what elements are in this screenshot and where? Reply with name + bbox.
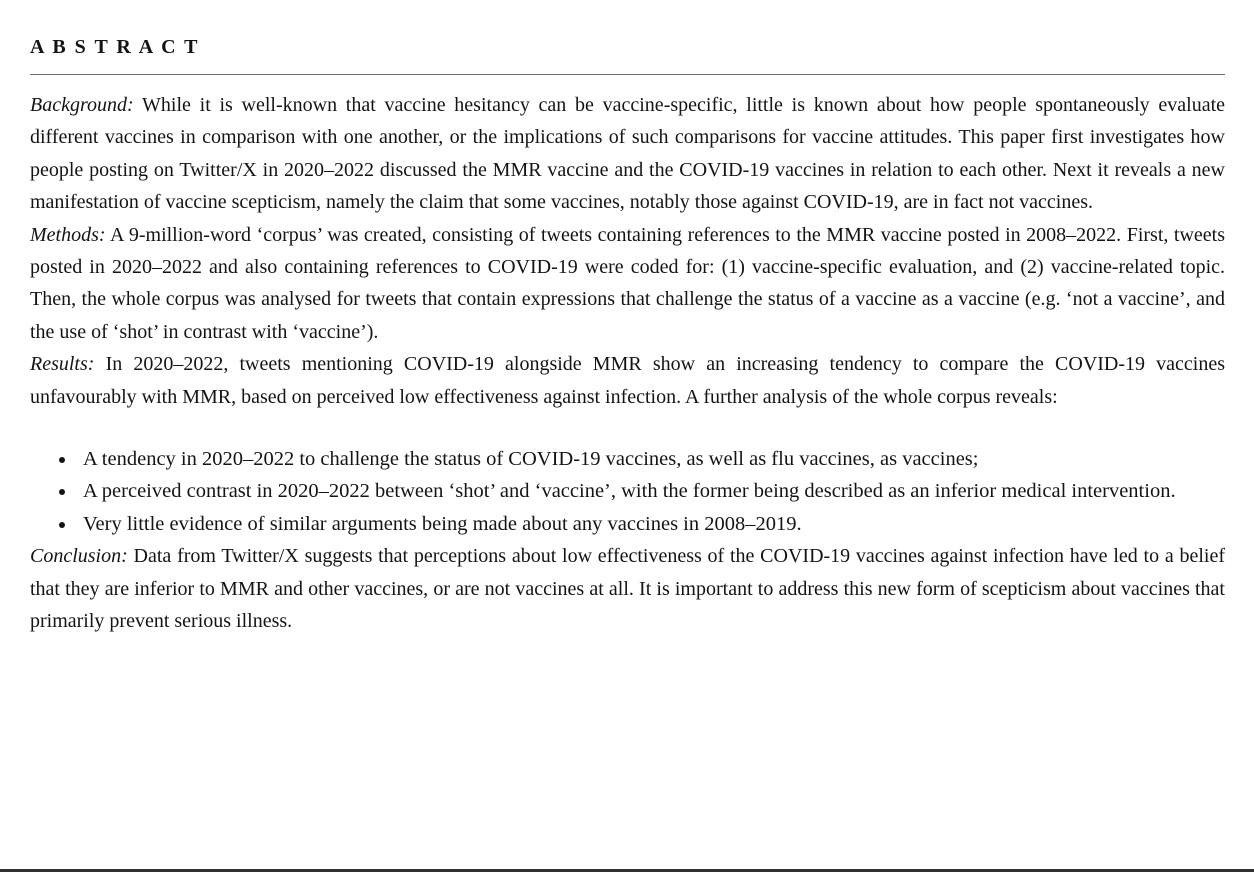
- list-item-little-evidence: • Very little evidence of similar arguments being made about any vaccines in 2008–2019.: [77, 508, 1225, 540]
- conclusion-label: Conclusion:: [30, 545, 128, 568]
- paragraph-conclusion: [30, 540, 1225, 637]
- abstract-body: [30, 89, 1225, 638]
- methods-label: Methods:: [30, 223, 106, 246]
- results-text: In 2020–2022, tweets mentioning COVID-19 alongside MMR show an increasing tendency to compare the COVID-19 vaccines unfavourably with MMR, based on perceived low effectiveness against infection. A further analysis of the whole corpus reveals:: [30, 353, 1225, 408]
- background-label: Background:: [30, 94, 134, 116]
- paragraph-results: [30, 348, 1225, 413]
- list-item-shot-vaccine-contrast: • A perceived contrast in 2020–2022 between ‘shot’ and ‘vaccine’, with the former being described as an inferior medical intervention.: [77, 475, 1225, 507]
- findings-list: [30, 443, 1225, 540]
- paragraph-background: [30, 89, 1225, 219]
- background-text: While it is well-known that vaccine hesitancy can be vaccine-specific, little is known about how people spontaneously evaluate different vaccines in comparison with one another, or the implications of such comparisons for vaccine attitudes. This paper first investigates how people posting on Twitter/X in 2020–2022 discussed the MMR vaccine and the COVID-19 vaccines in relation to each other. Next it reveals a new manifestation of vaccine scepticism, namely the claim that some vaccines, notably those against COVID-19, are in fact not vaccines.: [30, 94, 1226, 214]
- paragraph-methods: [30, 219, 1225, 349]
- results-label: Results:: [30, 353, 95, 376]
- abstract-heading: A B S T R A C T: [30, 36, 200, 58]
- bottom-divider: [0, 869, 1254, 872]
- conclusion-text: Data from Twitter/X suggests that perceptions about low effectiveness of the COVID-19 vaccines against infection have led to a belief that they are inferior to MMR and other vaccines, or are not vaccines at all. It is important to address this new form of scepticism about vaccines that primarily prevent serious illness.: [30, 545, 1225, 633]
- heading-divider: [30, 74, 1225, 75]
- methods-text: A 9-million-word ‘corpus’ was created, consisting of tweets containing references to the MMR vaccine posted in 2008–2022. First, tweets posted in 2020–2022 and also containing references to COVID-19 were coded for: (1) vaccine-specific evaluation, and (2) vaccine-related topic. Then, the whole corpus was analysed for tweets that contain expressions that challenge the status of a vaccine as a vaccine (e.g. ‘not a vaccine’, and the use of ‘shot’ in contrast with ‘vaccine’).: [30, 223, 1225, 343]
- list-item-covid-flu-status: • A tendency in 2020–2022 to challenge the status of COVID-19 vaccines, as well as flu vaccines, as vaccines;: [77, 443, 1225, 475]
